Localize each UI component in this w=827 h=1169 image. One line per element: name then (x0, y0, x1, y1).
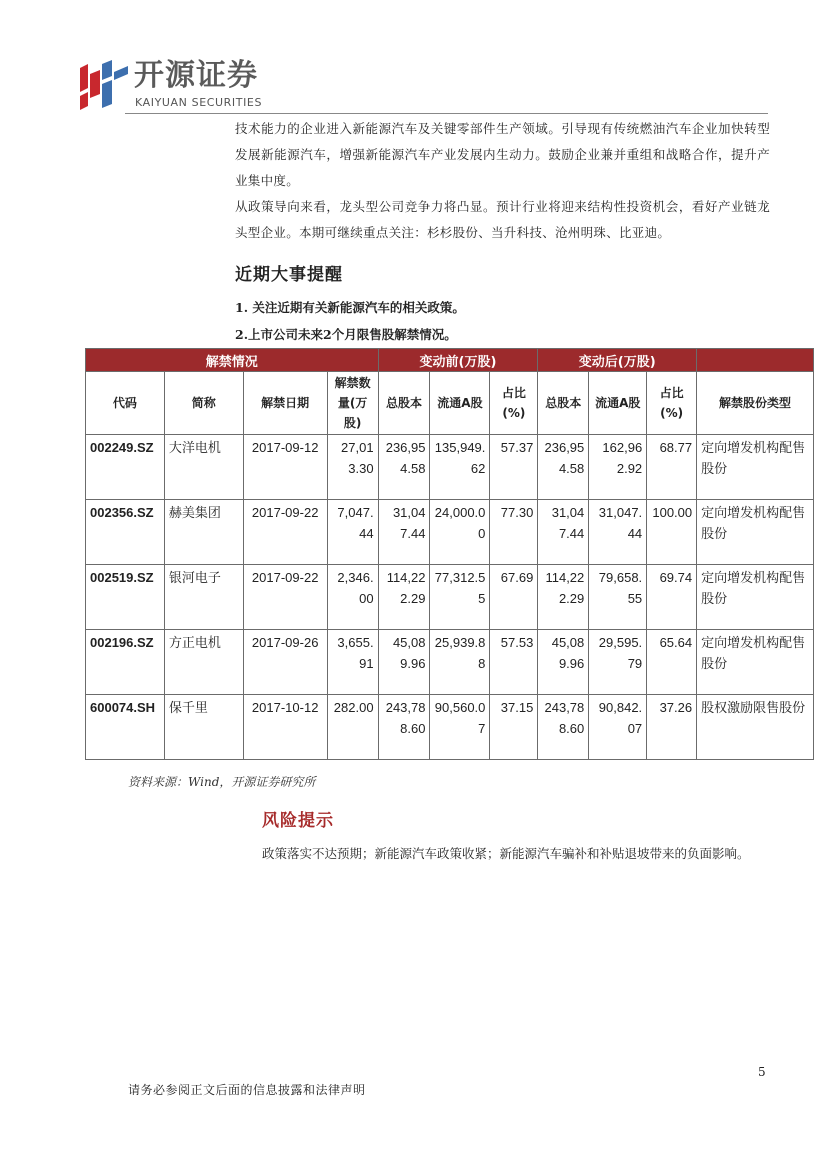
cell-total-after: 31,047.44 (538, 500, 589, 565)
group-header-before: 变动前(万股) (378, 349, 538, 372)
cell-total-before: 31,047.44 (378, 500, 430, 565)
cell-type: 定向增发机构配售股份 (697, 435, 814, 500)
group-header-lockup: 解禁情况 (86, 349, 379, 372)
cell-ratio-before: 67.69 (490, 565, 538, 630)
cell-date: 2017-09-26 (243, 630, 327, 695)
cell-float-after: 79,658.55 (589, 565, 647, 630)
table-row (86, 630, 814, 695)
cell-ratio-after: 100.00 (647, 500, 697, 565)
table-row (86, 500, 814, 565)
lockup-expiry-table (85, 348, 814, 760)
section-title: 近期大事提醒 (235, 265, 343, 285)
reminder-item-2: 2.上市公司未来2个月限售股解禁情况。 (235, 327, 457, 342)
cell-total-after: 243,788.60 (538, 695, 589, 760)
cell-type: 股权激励限售股份 (697, 695, 814, 760)
cell-float-before: 77,312.55 (430, 565, 490, 630)
cell-total-after: 114,222.29 (538, 565, 589, 630)
cell-float-before: 90,560.07 (430, 695, 490, 760)
table-row (86, 695, 814, 760)
cell-ratio-before: 57.37 (490, 435, 538, 500)
cell-name: 保千里 (164, 695, 243, 760)
group-header-empty (697, 349, 814, 372)
cell-name: 大洋电机 (164, 435, 243, 500)
cell-float-after: 31,047.44 (589, 500, 647, 565)
cell-date: 2017-09-22 (243, 500, 327, 565)
risk-title: 风险提示 (262, 811, 334, 831)
cell-amount: 3,655.91 (327, 630, 378, 695)
cell-ratio-after: 68.77 (647, 435, 697, 500)
cell-total-before: 243,788.60 (378, 695, 430, 760)
column-header: 占比(%) (647, 372, 697, 435)
cell-total-before: 45,089.96 (378, 630, 430, 695)
column-header: 解禁日期 (243, 372, 327, 435)
column-header: 解禁股份类型 (697, 372, 814, 435)
header-divider (125, 113, 768, 114)
cell-code: 600074.SH (86, 695, 165, 760)
cell-float-after: 162,962.92 (589, 435, 647, 500)
logo-main-text: 开源证券 (134, 58, 258, 93)
table-column-header-row (86, 372, 814, 435)
logo-sub-text: KAIYUAN SECURITIES (135, 96, 263, 109)
cell-date: 2017-10-12 (243, 695, 327, 760)
cell-ratio-after: 69.74 (647, 565, 697, 630)
cell-total-after: 45,089.96 (538, 630, 589, 695)
reminder-item-1: 1. 关注近期有关新能源汽车的相关政策。 (235, 300, 465, 315)
column-header: 总股本 (538, 372, 589, 435)
cell-ratio-before: 57.53 (490, 630, 538, 695)
cell-amount: 7,047.44 (327, 500, 378, 565)
table-row (86, 565, 814, 630)
cell-name: 方正电机 (164, 630, 243, 695)
cell-type: 定向增发机构配售股份 (697, 500, 814, 565)
cell-amount: 27,013.30 (327, 435, 378, 500)
cell-code: 002196.SZ (86, 630, 165, 695)
cell-ratio-before: 37.15 (490, 695, 538, 760)
table-row (86, 435, 814, 500)
cell-total-before: 114,222.29 (378, 565, 430, 630)
cell-type: 定向增发机构配售股份 (697, 565, 814, 630)
cell-ratio-before: 77.30 (490, 500, 538, 565)
cell-type: 定向增发机构配售股份 (697, 630, 814, 695)
cell-code: 002519.SZ (86, 565, 165, 630)
cell-float-after: 29,595.79 (589, 630, 647, 695)
cell-ratio-after: 37.26 (647, 695, 697, 760)
cell-amount: 282.00 (327, 695, 378, 760)
paragraph-outlook: 从政策导向来看，龙头型公司竞争力将凸显。预计行业将迎来结构性投资机会，看好产业链龙头型企业。本期可继续重点关注：杉杉股份、当升科技、沧州明珠、比亚迪。 (235, 199, 770, 240)
column-header: 流通A股 (430, 372, 490, 435)
column-header: 代码 (86, 372, 165, 435)
cell-total-before: 236,954.58 (378, 435, 430, 500)
cell-total-after: 236,954.58 (538, 435, 589, 500)
data-source-note: 资料来源：Wind，开源证券研究所 (128, 775, 316, 789)
column-header: 流通A股 (589, 372, 647, 435)
cell-name: 赫美集团 (164, 500, 243, 565)
cell-code: 002249.SZ (86, 435, 165, 500)
cell-float-after: 90,842.07 (589, 695, 647, 760)
group-header-after: 变动后(万股) (538, 349, 697, 372)
paragraph-industry: 技术能力的企业进入新能源汽车及关键零部件生产领域。引导现有传统燃油汽车企业加快转型发展新能源汽车，增强新能源汽车产业发展内生动力。鼓励企业兼并重组和战略合作，提升产业集中度。 (235, 121, 770, 188)
cell-name: 银河电子 (164, 565, 243, 630)
footer-disclaimer: 请务必参阅正文后面的信息披露和法律声明 (128, 1083, 366, 1097)
cell-float-before: 24,000.00 (430, 500, 490, 565)
column-header: 总股本 (378, 372, 430, 435)
table-group-header-row (86, 349, 814, 372)
risk-text: 政策落实不达预期；新能源汽车政策收紧；新能源汽车骗补和补贴退坡带来的负面影响。 (262, 846, 750, 861)
column-header: 占比(%) (490, 372, 538, 435)
cell-ratio-after: 65.64 (647, 630, 697, 695)
cell-amount: 2,346.00 (327, 565, 378, 630)
cell-code: 002356.SZ (86, 500, 165, 565)
cell-float-before: 25,939.88 (430, 630, 490, 695)
column-header: 简称 (164, 372, 243, 435)
cell-date: 2017-09-12 (243, 435, 327, 500)
cell-float-before: 135,949.62 (430, 435, 490, 500)
page-number: 5 (758, 1065, 766, 1079)
cell-date: 2017-09-22 (243, 565, 327, 630)
column-header: 解禁数量(万股) (327, 372, 378, 435)
